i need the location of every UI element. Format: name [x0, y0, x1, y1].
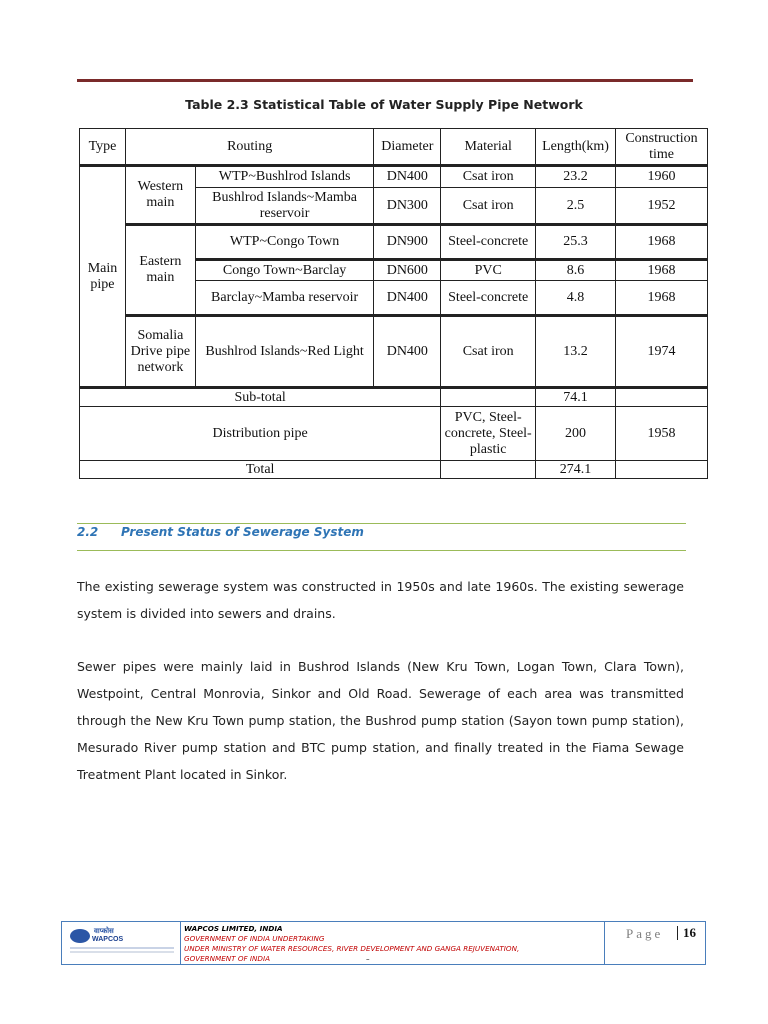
subtotal-time-empty	[616, 388, 708, 407]
section-heading	[77, 525, 364, 539]
pipe-network-table	[79, 128, 708, 479]
material-cell: Csat iron	[441, 166, 536, 188]
logo-tagline-decoration	[70, 951, 174, 953]
diameter-cell: DN300	[374, 188, 441, 225]
table-row	[80, 166, 708, 188]
diameter-cell: DN400	[374, 166, 441, 188]
material-cell: Csat iron	[441, 188, 536, 225]
time-cell: 1952	[616, 188, 708, 225]
footer-page-cell	[604, 922, 704, 964]
distribution-length: 200	[536, 407, 616, 461]
table-row	[80, 316, 708, 388]
page-separator	[677, 926, 678, 940]
length-cell: 13.2	[536, 316, 616, 388]
time-cell: 1960	[616, 166, 708, 188]
table-row	[80, 225, 708, 260]
routing-cell: Congo Town~Barclay	[195, 260, 374, 281]
page-footer	[61, 921, 706, 965]
length-cell: 25.3	[536, 225, 616, 260]
section-rule-bottom	[77, 550, 686, 551]
routing-cell: WTP~Congo Town	[195, 225, 374, 260]
routing-cell: WTP~Bushlrod Islands	[195, 166, 374, 188]
header-type: Type	[80, 129, 126, 166]
material-cell: Steel-concrete	[441, 225, 536, 260]
total-time-empty	[616, 461, 708, 479]
header-length: Length(km)	[536, 129, 616, 166]
main-pipe-label: Main pipe	[80, 166, 126, 388]
total-label: Total	[80, 461, 441, 479]
logo-tagline-decoration	[70, 947, 174, 949]
routing-cell: Barclay~Mamba reservoir	[195, 281, 374, 316]
footer-line-1: GOVERNMENT OF INDIA UNDERTAKING	[184, 934, 325, 943]
header-diameter: Diameter	[374, 129, 441, 166]
page-number: 16	[683, 925, 696, 940]
paragraph-2: Sewer pipes were mainly laid in Bushrod Islands (New Kru Town, Logan Town, Clara Town), Westpoint, Central Monrovia, Sinkor and Old Road. Sewerage of each area was transmitted through the New Kru Town pump station, the Bushrod pump station (Sayon town pump station), Mesurado River pump station and BTC pump station, and finally treated in the Fiama Sewage Treatment Plant located in Sinkor.	[77, 659, 684, 782]
time-cell: 1974	[616, 316, 708, 388]
time-cell: 1968	[616, 225, 708, 260]
subtotal-length: 74.1	[536, 388, 616, 407]
footer-company: WAPCOS LIMITED, INDIA	[184, 924, 283, 933]
subtotal-label: Sub-total	[80, 388, 441, 407]
header-material: Material	[441, 129, 536, 166]
page-label: Page	[626, 926, 664, 941]
subtotal-material-empty	[441, 388, 536, 407]
total-material-empty	[441, 461, 536, 479]
total-length: 274.1	[536, 461, 616, 479]
logo-hindi-text: वाप्कोस	[94, 928, 114, 935]
material-cell: Csat iron	[441, 316, 536, 388]
distribution-material: PVC, Steel-concrete, Steel-plastic	[441, 407, 536, 461]
footer-logo-cell	[62, 922, 181, 964]
table-header-row	[80, 129, 708, 166]
logo-brand-text: WAPCOS	[92, 936, 124, 943]
length-cell: 8.6	[536, 260, 616, 281]
distribution-row	[80, 407, 708, 461]
group-western-main: Western main	[125, 166, 195, 225]
time-cell: 1968	[616, 260, 708, 281]
diameter-cell: DN600	[374, 260, 441, 281]
length-cell: 23.2	[536, 166, 616, 188]
routing-cell: Bushlrod Islands~Mamba reservoir	[195, 188, 374, 225]
subtotal-row	[80, 388, 708, 407]
wapcos-logo	[70, 927, 174, 957]
footer-text-cell	[180, 922, 605, 964]
section-number: 2.2	[77, 525, 99, 539]
section-rule-top	[77, 523, 686, 524]
diameter-cell: DN900	[374, 225, 441, 260]
header-construction-time: Construction time	[616, 129, 708, 166]
wapcos-emblem-icon	[70, 929, 90, 943]
total-row	[80, 461, 708, 479]
distribution-time: 1958	[616, 407, 708, 461]
group-somalia-drive: Somalia Drive pipe network	[125, 316, 195, 388]
table-caption: Table 2.3 Statistical Table of Water Supply Pipe Network	[185, 97, 583, 112]
material-cell: PVC	[441, 260, 536, 281]
length-cell: 4.8	[536, 281, 616, 316]
header-rule	[77, 79, 693, 82]
section-title: Present Status of Sewerage System	[121, 525, 364, 539]
distribution-label: Distribution pipe	[80, 407, 441, 461]
diameter-cell: DN400	[374, 316, 441, 388]
footer-line-2: UNDER MINISTRY OF WATER RESOURCES, RIVER DEVELOPMENT AND GANGA REJUVENATION,	[184, 944, 520, 953]
paragraph-1: The existing sewerage system was constructed in 1950s and late 1960s. The existing sewerage system is divided into sewers and drains.	[77, 579, 684, 621]
header-routing: Routing	[125, 129, 373, 166]
routing-cell: Bushlrod Islands~Red Light	[195, 316, 374, 388]
material-cell: Steel-concrete	[441, 281, 536, 316]
length-cell: 2.5	[536, 188, 616, 225]
group-eastern-main: Eastern main	[125, 225, 195, 316]
footer-line-3: GOVERNMENT OF INDIA	[184, 954, 270, 963]
diameter-cell: DN400	[374, 281, 441, 316]
time-cell: 1968	[616, 281, 708, 316]
footer-dash: –	[366, 954, 370, 963]
